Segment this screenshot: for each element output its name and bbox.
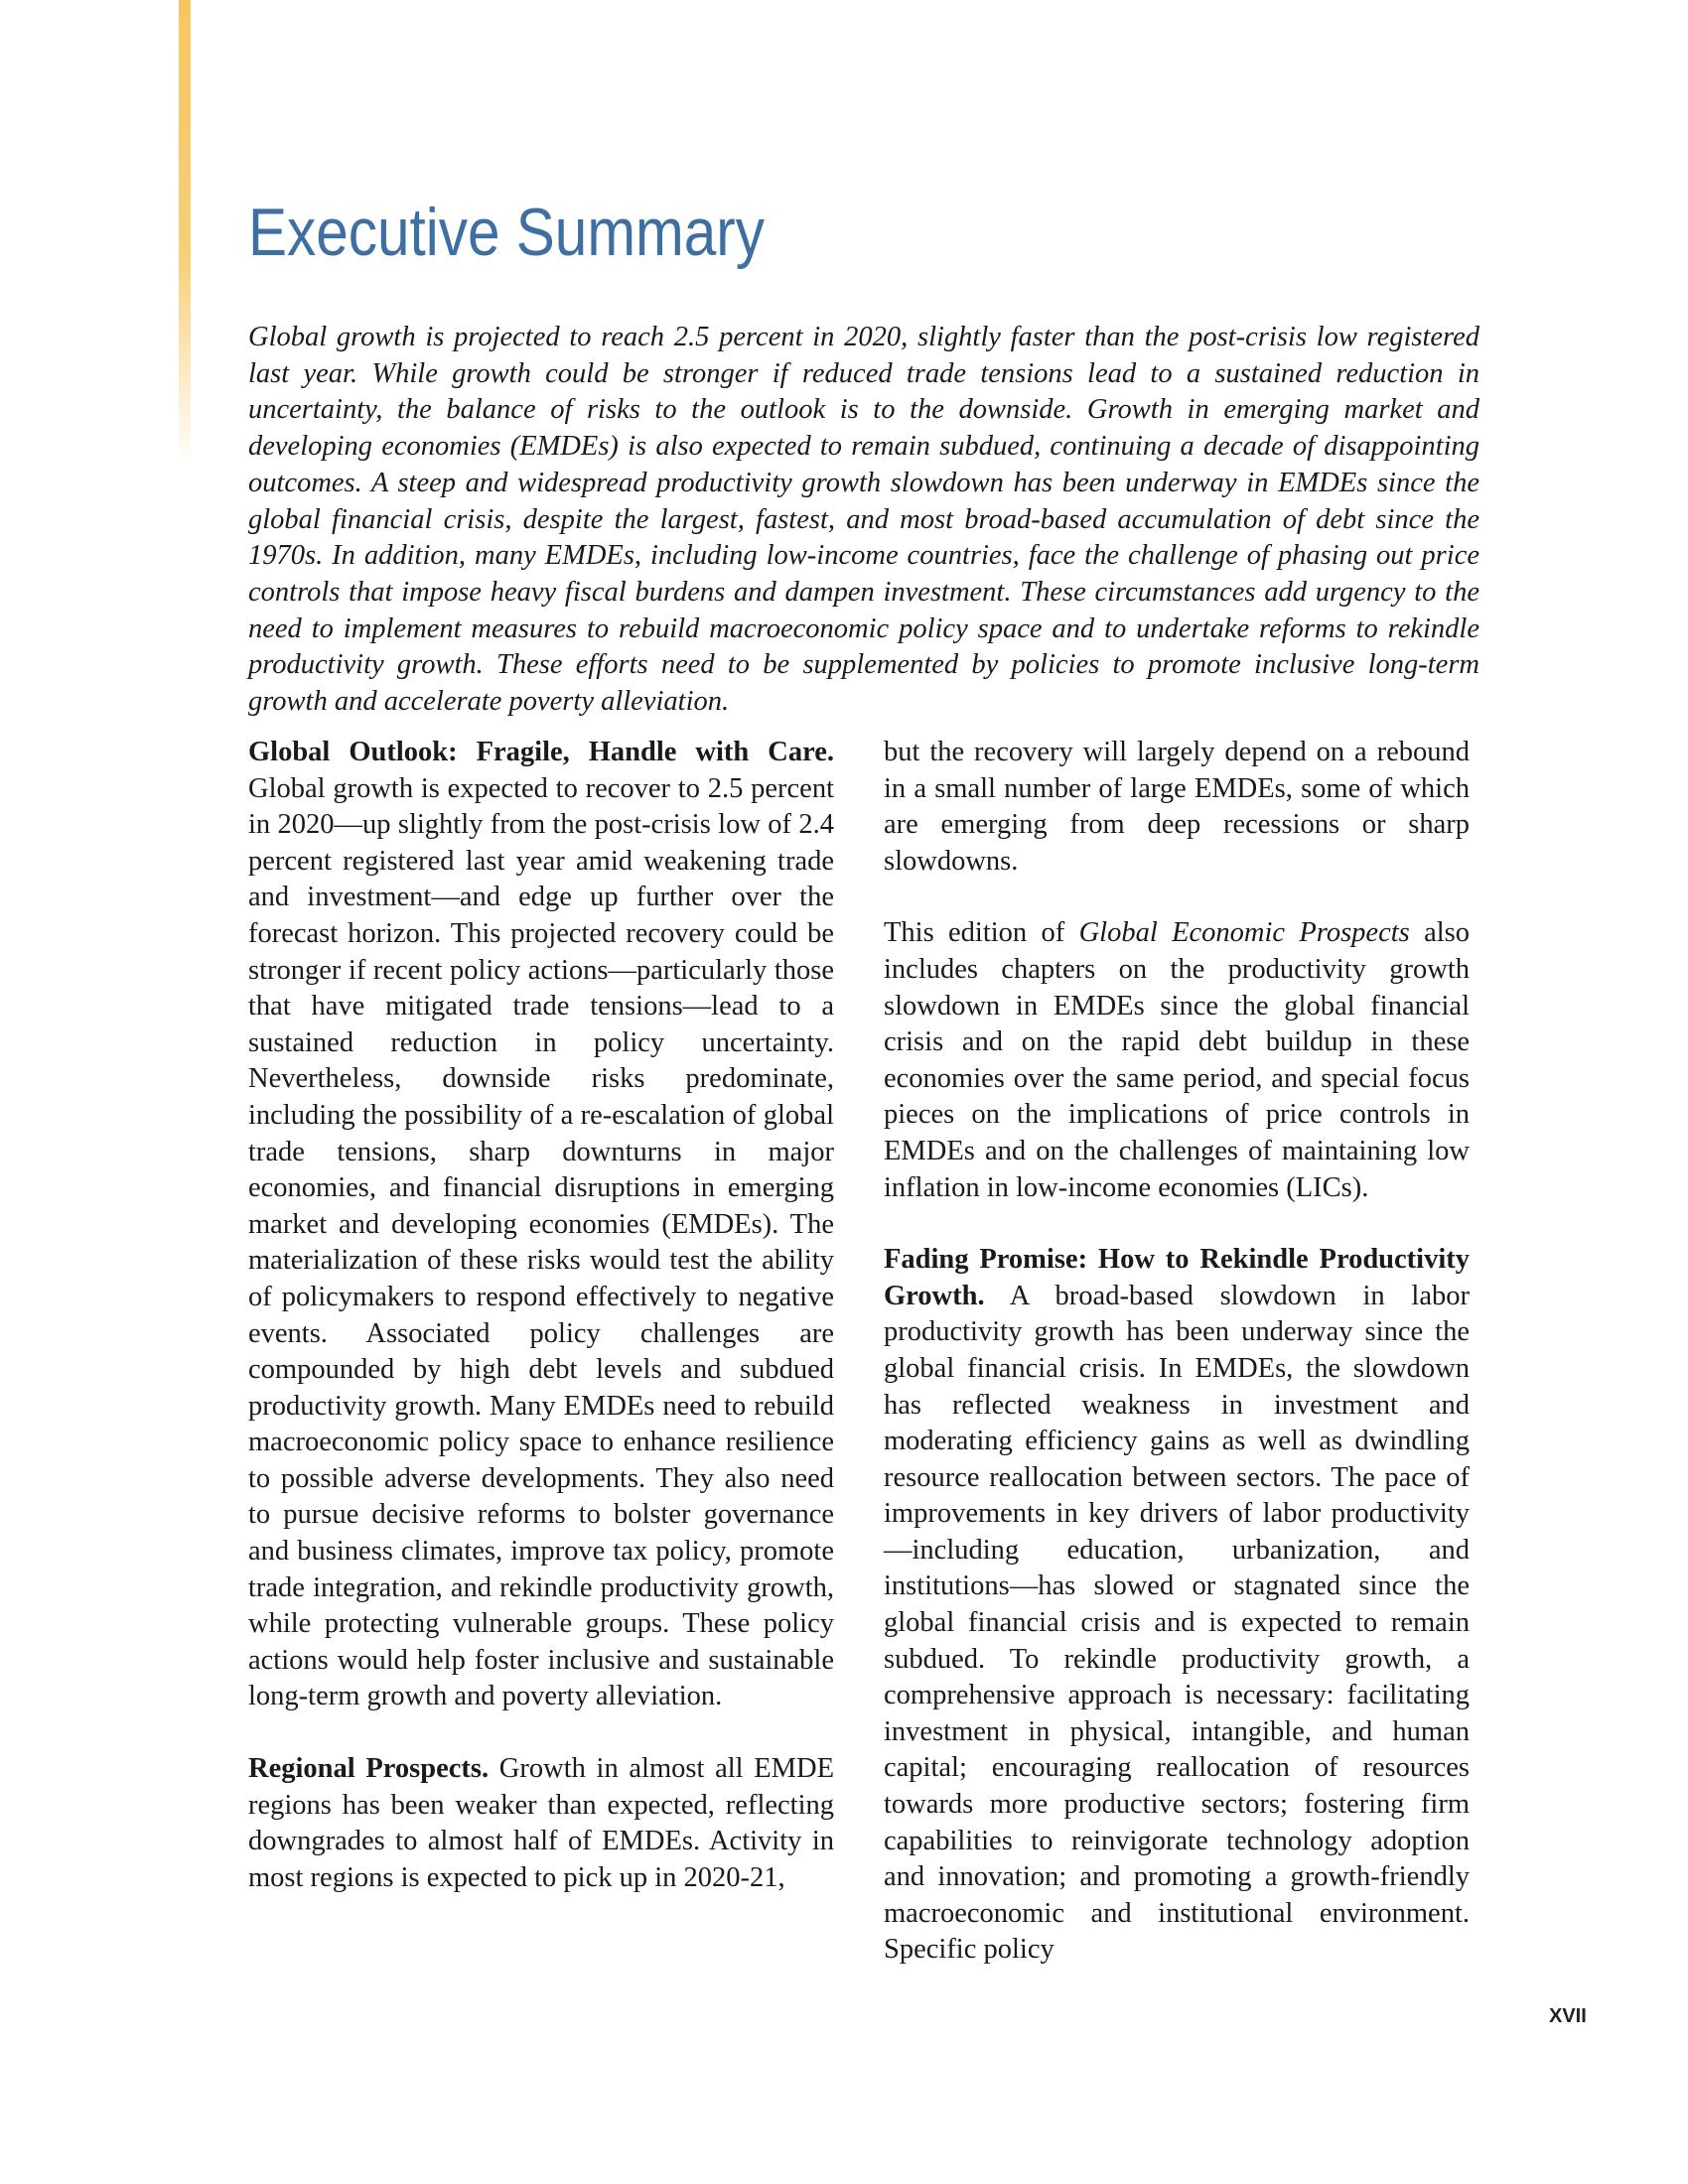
publication-title: Global Economic Prospects <box>1078 917 1410 949</box>
left-column <box>248 735 834 1896</box>
continuation-paragraph: but the recovery will largely depend on a rebound in a small number of large EMDEs, some of which are emerging from deep recessions or sharp slowdowns. <box>884 737 1470 877</box>
fading-promise-heading: Fading Promise: How to Rekindle Productivity Growth. <box>884 1244 1470 1311</box>
regional-prospects-body: Growth in almost all EMDE regions has been weaker than expected, reflecting downgrades to almost half of EMDEs. Activity in most regions is expected to pick up in 2020-21, <box>248 1753 834 1893</box>
global-outlook-heading: Global Outlook: Fragile, Handle with Care. <box>248 737 834 767</box>
right-column <box>884 735 1470 1969</box>
regional-prospects-heading: Regional Prospects. <box>248 1753 490 1785</box>
page-title: Executive Summary <box>248 195 765 270</box>
regional-prospects-paragraph <box>248 1751 834 1896</box>
global-outlook-body: Global growth is expected to recover to 2.5 percent in 2020—up slightly from the post-crisis low of 2.4 percent registered last year amid weakening trade and investment—and edge up further over the forecast horizon. This projected recovery could be stronger if recent policy actions—particularly those that have mitigated trade tensions—lead to a sustained reduction in policy uncertainty. Nevertheless, downside risks predominate, including the possibility of a re-escalation of global trade tensions, sharp downturns in major economies, and financial disruptions in emerging market and developing economies (EMDEs). The materialization of these risks would test the ability of policymakers to respond effectively to negative events. Associated policy challenges are compounded by high debt levels and subdued productivity growth. Many EMDEs need to rebuild macroeconomic policy space to enhance resilience to possible adverse developments. They also need to pursue decisive reforms to bolster governance and business climates, improve tax policy, promote trade integration, and rekindle productivity growth, while protecting vulnerable groups. These policy actions would help foster inclusive and sustainable long-term growth and poverty alleviation. <box>248 772 834 1712</box>
edition-text-before: This edition of <box>884 917 1079 949</box>
fading-promise-body: A broad-based slowdown in labor productivity growth has been underway since the global financial crisis. In EMDEs, the slowdown has reflected weakness in investment and moderating efficiency gains as well as dwindling resource reallocation between sectors. The pace of improvements in key drivers of labor productivity—including education, urbanization, and institutions—has slowed or stagnated since the global financial crisis and is expected to remain subdued. To rekindle productivity growth, a comprehensive approach is necessary: facilitating investment in physical, intangible, and human capital; encouraging reallocation of resources towards more productive sectors; fostering firm capabilities to reinvigorate technology adoption and innovation; and promoting a growth-friendly macroeconomic and institutional environment. Specific policy <box>884 1280 1470 1966</box>
page-number: XVII <box>1549 2005 1587 2027</box>
global-outlook-paragraph <box>248 735 834 1715</box>
accent-bar <box>179 0 191 467</box>
edition-text-after: also includes chapters on the productivity growth slowdown in EMDEs since the global financial crisis and on the rapid debt buildup in these economies over the same period, and special focus pieces on the implications of price controls in EMDEs and on the challenges of maintaining low inflation in low-income economies (LICs). <box>884 917 1470 1203</box>
edition-paragraph <box>884 915 1470 1206</box>
intro-summary: Global growth is projected to reach 2.5 percent in 2020, slightly faster than the post-crisis low registered last year. While growth could be stronger if reduced trade tensions lead to a sustained reduction in uncertainty, the balance of risks to the outlook is to the downside. Growth in emerging market and developing economies (EMDEs) is also expected to remain subdued, continuing a decade of disappointing outcomes. A steep and widespread productivity growth slowdown has been underway in EMDEs since the global financial crisis, despite the largest, fastest, and most broad-based accumulation of debt since the 1970s. In addition, many EMDEs, including low-income countries, face the challenge of phasing out price controls that impose heavy fiscal burdens and dampen investment. These circumstances add urgency to the need to implement measures to rebuild macroeconomic policy space and to undertake reforms to rekindle productivity growth. These efforts need to be supplemented by policies to promote inclusive long-term growth and accelerate poverty alleviation. <box>248 322 1479 718</box>
fading-promise-paragraph <box>884 1242 1470 1969</box>
